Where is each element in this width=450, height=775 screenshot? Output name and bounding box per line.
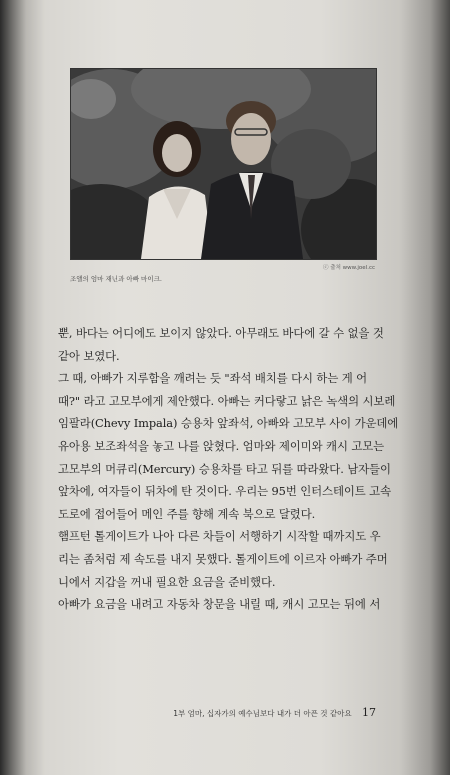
photo-image: [71, 69, 376, 259]
text-line: 때?" 라고 고모부에게 제안했다. 아빠는 커다랗고 낡은 녹색의 시보레: [58, 393, 396, 408]
text-line: 뿐, 바다는 어디에도 보이지 않았다. 아무래도 바다에 갈 수 없을 것: [58, 326, 384, 340]
text-line: 고모부의 머큐리(Mercury) 승용차를 타고 뒤를 따라왔다. 남자들이: [58, 461, 391, 476]
photo-caption-area: [70, 262, 375, 283]
text-line: 앞차에, 여자들이 뒤차에 탄 것이다. 우리는 95번 인터스테이트 고속: [58, 484, 391, 499]
text-line: 유아용 보조좌석을 놓고 나를 앉혔다. 엄마와 제이미와 캐시 고모는: [58, 438, 385, 453]
page-footer: [0, 706, 376, 719]
page-number: 17: [362, 706, 376, 719]
text-line: 임팔라(Chevy Impala) 승용차 앞좌석, 아빠와 고모부 사이 가운데에: [58, 416, 399, 431]
text-line: 아빠가 요금을 내려고 자동차 창문을 내릴 때, 캐시 고모는 뒤에 서: [58, 597, 381, 612]
text-line: 햄프턴 톨게이트가 나아 다른 차들이 서행하기 시작할 때까지도 우: [58, 529, 381, 544]
text-line: 리는 좀처럼 제 속도를 내지 못했다. 톨게이트에 이르자 아빠가 주머: [58, 551, 388, 566]
family-photo: [70, 68, 377, 260]
photo-credit: ⓒ 출처 www.joel.cc: [323, 265, 375, 271]
chapter-title: 1부 엄마, 십자가의 예수님보다 내가 더 아픈 것 같아요: [173, 709, 352, 718]
text-line: 같아 보였다.: [58, 348, 120, 363]
text-line: 도로에 접어들어 메인 주를 향해 계속 북으로 달렸다.: [58, 506, 316, 521]
body-text: [58, 322, 399, 616]
text-line: 니에서 지갑을 꺼내 필요한 요금을 준비했다.: [58, 574, 276, 589]
photo-caption: 조앨의 엄마 재닌과 아빠 마이크.: [70, 275, 162, 283]
text-line: 그 때, 아빠가 지루함을 깨려는 듯 "좌석 배치를 다시 하는 게 어: [58, 371, 368, 386]
